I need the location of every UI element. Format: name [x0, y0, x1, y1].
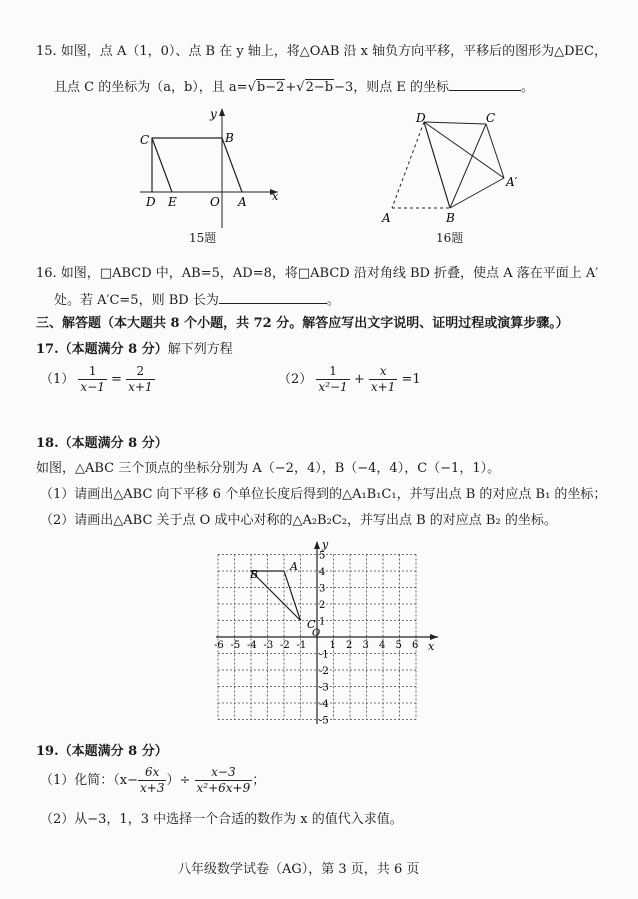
q19-p1-frac1: $\frac{6x}{x+3}$	[140, 765, 165, 795]
x-tick-label: -5	[230, 640, 241, 651]
x-tick-label: 1	[329, 640, 336, 651]
q17-title-rest: 解下列方程	[167, 342, 233, 357]
fig15-label-x: x	[272, 190, 279, 203]
q18-line2: （1）请画出△ABC 向下平移 6 个单位长度后得到的△A₁B₁C₁，并写出点 B 的对应点 B₁ 的坐标；	[40, 487, 607, 502]
q16-line1: 16. 如图，□ABCD 中，AB=5，AD=8，将□ABCD 沿对角线 BD 折叠，使点 A 落在平面上 A′	[36, 266, 599, 281]
y-tick-label: 5	[319, 550, 326, 562]
fig15-label-D: D	[146, 195, 156, 209]
x-tick-label: 2	[346, 640, 353, 651]
page-footer: 八年级数学试卷（AG），第 3 页，共 6 页	[178, 862, 420, 877]
q17-p2-frac2: $\frac{x}{x+1}$	[370, 364, 396, 394]
q17-p1-label: （1）	[40, 372, 75, 387]
y-tick-label: -3	[319, 682, 329, 694]
fig15-label-E: E	[168, 195, 177, 209]
q18-title: 18.（本题满分 8 分）	[36, 436, 168, 451]
x-tick-label: 3	[362, 640, 369, 651]
q19-p1-label: （1）化简：（x−	[40, 773, 138, 788]
q17-title	[36, 338, 233, 357]
fig15-label-C: C	[140, 133, 150, 147]
q15-answer-blank[interactable]	[449, 77, 521, 91]
q19-p1-mid: ）÷	[166, 773, 191, 788]
fig15-label-y: y	[210, 107, 217, 121]
y-tick-label: -5	[319, 715, 329, 727]
q16-answer-blank[interactable]	[219, 290, 327, 304]
y-tick-label: 2	[319, 600, 326, 611]
q17-p1-frac2: $\frac{2}{x+1}$	[128, 364, 153, 394]
fig15-caption: 15题	[189, 231, 217, 245]
grid-label-C: C	[307, 618, 316, 631]
fig16-label-B: B	[446, 211, 455, 225]
grid-label-O: O	[312, 628, 321, 639]
y-tick-label: 1	[319, 616, 326, 628]
y-tick-label: 4	[319, 567, 326, 578]
y-tick-label: -4	[319, 699, 329, 710]
q19-part2: （2）从−3，1，3 中选择一个合适的数作为 x 的值代入求值。	[40, 812, 403, 827]
fig16-label-D: D	[416, 111, 426, 125]
q15-end: 。	[520, 80, 534, 95]
q17-p2-frac1: $\frac{1}{\text{x²−1}}$	[318, 364, 348, 394]
q19-part1	[40, 765, 265, 796]
q19-title: 19.（本题满分 8 分）	[36, 744, 168, 759]
x-tick-label: 4	[379, 640, 386, 651]
q15-sqrt1: √b−2	[247, 80, 285, 95]
q17-p2-plus: +	[353, 372, 365, 387]
fig16-label-C: C	[486, 111, 496, 125]
grid-label-y: y	[322, 540, 329, 551]
q16-end: 。	[326, 293, 340, 308]
x-tick-label: -4	[247, 640, 257, 651]
section-3-heading: 三、解答题（本大题共 8 个小题，共 72 分。解答应写出文字说明、证明过程或演算步骤。）	[36, 316, 569, 331]
y-tick-label: -1	[319, 649, 329, 661]
grid-label-A: A	[290, 560, 298, 573]
figure-15	[130, 104, 290, 234]
grid-label-x: x	[428, 640, 435, 653]
q17-p1-eq: =	[111, 372, 122, 387]
q15-line2	[54, 76, 534, 95]
q15-line1: 15. 如图，点 A（1，0）、点 B 在 y 轴上，将△OAB 沿 x 轴负方向平移，平移后的图形为△DEC，	[36, 44, 607, 59]
q15-line2-pre: 且点 C 的坐标为（a，b），且 a=	[54, 80, 248, 95]
q17-part1	[40, 364, 155, 395]
fig15-label-O: O	[210, 195, 220, 209]
q16-line2	[54, 289, 340, 308]
grid-label-B: B	[250, 568, 259, 581]
fig15-label-A: A	[238, 195, 247, 209]
x-tick-label: 6	[412, 640, 419, 651]
q15-plus: +	[285, 80, 297, 95]
x-tick-label: -1	[296, 640, 307, 651]
x-tick-label: -2	[280, 640, 290, 651]
q18-grid	[210, 540, 440, 730]
q16-line2-pre: 处。若 A′C=5，则 BD 长为	[54, 293, 219, 308]
fig16-caption: 16题	[436, 231, 464, 245]
triangle-abc	[251, 571, 301, 621]
y-tick-label: -2	[319, 666, 329, 677]
fig16-label-A: A	[382, 211, 391, 225]
q17-p2-label: （2）	[278, 372, 313, 387]
figure-16	[378, 110, 528, 230]
q18-line1: 如图，△ABC 三个顶点的坐标分别为 A（−2，4），B（−4，4），C（−1，1）。	[36, 461, 501, 476]
x-tick-label: 5	[395, 640, 402, 651]
q18-line3: （2）请画出△ABC 关于点 O 成中心对称的△A₂B₂C₂，并写出点 B 的对应点 B₂ 的坐标。	[40, 513, 557, 528]
fig15-label-B: B	[225, 131, 234, 145]
x-tick-label: -3	[263, 640, 274, 651]
q17-title-label: 17.（本题满分 8 分）	[36, 342, 168, 357]
q15-sqrt2: √2−b	[296, 80, 334, 95]
fig16-label-A1: A′	[506, 175, 518, 189]
q19-p1-frac2: $\frac{x-3}{\text{x²+6x+9}}$	[196, 765, 251, 795]
q17-p2-eq: =1	[401, 372, 421, 387]
fig15-dec-shape	[152, 138, 242, 192]
y-tick-label: 3	[319, 583, 326, 595]
x-tick-label: -6	[214, 640, 224, 651]
q17-part2	[278, 364, 421, 395]
q15-line2-post: −3，则点 E 的坐标	[334, 80, 449, 95]
q17-p1-frac1: $\frac{1}{x-1}$	[80, 364, 105, 394]
q19-p1-end: ；	[252, 773, 266, 788]
